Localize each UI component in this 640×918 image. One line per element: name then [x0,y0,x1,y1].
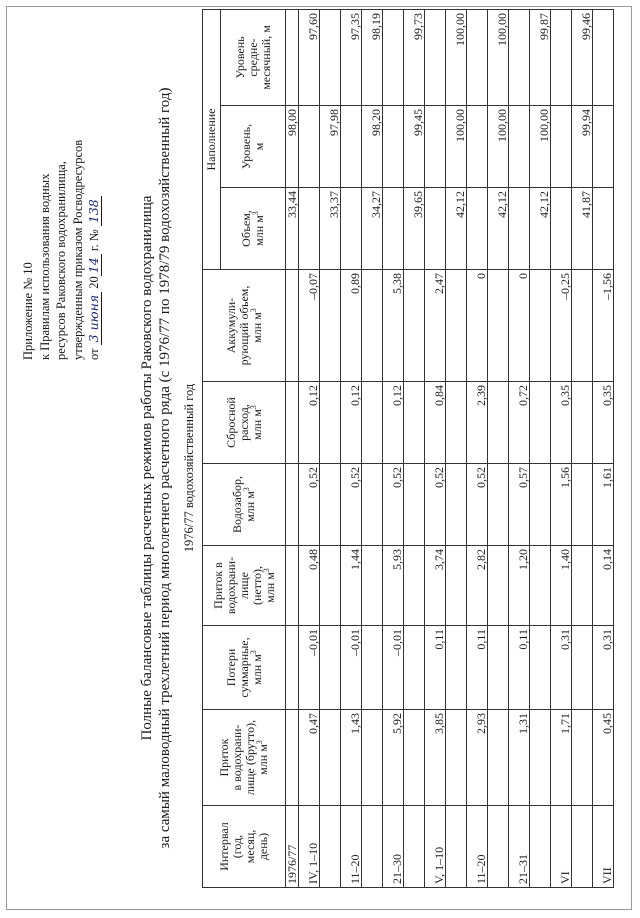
balance-table [202,9,614,888]
table-row [362,9,383,887]
cell-inflow-gross: 0,45 [593,710,614,806]
cell-withdrawal [362,464,383,546]
cell-level-avg: 97,35 [341,9,362,105]
cell-accumulated: –1,56 [593,270,614,382]
cell-level [341,106,362,188]
cell-accumulated: 0 [509,270,530,382]
header-level-avg: Уровень средне- месячный, м [221,9,286,105]
cell-discharge: 0,35 [551,382,572,464]
header-volume: Объем, млн $м^3$ [221,188,286,270]
cell-level: 98,00 [286,106,299,188]
cell-inflow-net: 0,14 [593,546,614,626]
cell-accumulated: –0,07 [299,270,320,382]
header-filling: Наполнение [203,9,221,269]
cell-inflow-net: 0,48 [299,546,320,626]
cell-discharge: 0,72 [509,382,530,464]
cell-withdrawal: 0,52 [299,464,320,546]
cell-volume: 39,65 [404,188,425,270]
cell-level: 98,20 [362,106,383,188]
cell-discharge: 0,84 [425,382,446,464]
cell-losses [286,626,299,710]
appendix-from: от [87,348,101,360]
cell-volume [341,188,362,270]
cell-inflow-net: 5,93 [383,546,404,626]
table-row [446,9,467,887]
cell-discharge: 0,12 [341,382,362,464]
cell-inflow-gross [362,710,383,806]
cell-accumulated: 2,47 [425,270,446,382]
cell-losses [404,626,425,710]
cell-interval [362,806,383,888]
cell-withdrawal [286,464,299,546]
header-withdrawal: Водозабор, млн $м^3$ [203,464,286,546]
table-subtitle: 1976/77 водохозяйственный год [182,383,196,553]
cell-inflow-gross [488,710,509,806]
cell-interval: VI [551,806,572,888]
cell-discharge [404,382,425,464]
cell-inflow-net [320,546,341,626]
cell-withdrawal: 0,52 [383,464,404,546]
cell-level [425,106,446,188]
cell-level [467,106,488,188]
cell-interval [320,806,341,888]
cell-level: 99,45 [404,106,425,188]
cell-interval: 11–20 [467,806,488,888]
cell-level [593,106,614,188]
cell-inflow-net [572,546,593,626]
cell-inflow-gross: 1,71 [551,710,572,806]
cell-losses [320,626,341,710]
cell-level: 99,94 [572,106,593,188]
appendix-note [20,20,103,360]
cell-level-avg [320,9,341,105]
cell-withdrawal: 0,52 [341,464,362,546]
table-row [320,9,341,887]
cell-level-avg: 100,00 [488,9,509,105]
cell-level-avg: 98,19 [362,9,383,105]
cell-discharge [446,382,467,464]
cell-level [509,106,530,188]
cell-accumulated [446,270,467,382]
appendix-line: Приложение № 10 [21,262,35,360]
cell-volume [383,188,404,270]
header-losses: Потери суммарные, млн $м^3$ [203,626,286,710]
cell-losses [446,626,467,710]
cell-withdrawal [320,464,341,546]
cell-losses: 0,11 [425,626,446,710]
cell-withdrawal: 0,57 [509,464,530,546]
cell-volume [299,188,320,270]
cell-discharge [530,382,551,464]
cell-level-avg: 99,87 [530,9,551,105]
year-suffix: г. № [87,229,101,252]
cell-interval [404,806,425,888]
cell-level-avg [593,9,614,105]
handwritten-year: 14 [87,254,102,276]
header-inflow-net: Приток в водохрани- лище (нетто), млн $м^3$ [203,546,286,626]
table-row [286,9,299,887]
cell-withdrawal: 1,56 [551,464,572,546]
table-row [488,9,509,887]
cell-level-avg [551,9,572,105]
title-line-1: Полные балансовые таблицы расчетных режимов работы Раковского водохранилища [139,195,155,741]
cell-withdrawal [488,464,509,546]
cell-interval: V, 1–10 [425,806,446,888]
cell-interval [572,806,593,888]
cell-withdrawal [404,464,425,546]
cell-inflow-gross: 0,47 [299,710,320,806]
cell-losses: 0,31 [593,626,614,710]
cell-interval: 21–30 [383,806,404,888]
cell-losses: 0,11 [467,626,488,710]
cell-volume [509,188,530,270]
cell-losses: –0,01 [341,626,362,710]
cell-level-avg [425,9,446,105]
cell-inflow-gross: 2,93 [467,710,488,806]
table-row [404,9,425,887]
header-accumulated: Аккумули- рующий объем, млн $м^3$ [203,270,286,382]
cell-losses [362,626,383,710]
cell-accumulated [530,270,551,382]
cell-level [551,106,572,188]
cell-accumulated: –0,25 [551,270,572,382]
table-row [467,9,488,887]
cell-withdrawal [572,464,593,546]
cell-level-avg: 99,73 [404,9,425,105]
cell-volume [593,188,614,270]
appendix-date-line [86,20,103,360]
table-row [593,9,614,887]
table-row [551,9,572,887]
table-row [341,9,362,887]
cell-interval: 21–31 [509,806,530,888]
table-row [299,9,320,887]
cell-inflow-gross [320,710,341,806]
cell-losses: –0,01 [299,626,320,710]
cell-inflow-gross: 1,31 [509,710,530,806]
cell-interval: VII [593,806,614,888]
handwritten-date: 3 июня [87,292,102,346]
cell-interval [446,806,467,888]
cell-inflow-net: 1,44 [341,546,362,626]
cell-discharge [488,382,509,464]
cell-level-avg [383,9,404,105]
header-inflow-gross: Приток в водохрани- лище (брутто), млн $м^3$ [203,710,286,806]
cell-inflow-gross: 5,92 [383,710,404,806]
cell-volume [467,188,488,270]
cell-inflow-net: 2,82 [467,546,488,626]
cell-inflow-gross [572,710,593,806]
cell-volume: 42,12 [530,188,551,270]
cell-interval: IV, 1–10 [299,806,320,888]
cell-inflow-net: 3,74 [425,546,446,626]
cell-losses: –0,01 [383,626,404,710]
cell-accumulated: 0 [467,270,488,382]
cell-volume: 41,87 [572,188,593,270]
header-interval: Интервал (год, месяц, день) [203,806,286,888]
cell-inflow-gross [404,710,425,806]
cell-level-avg: 99,46 [572,9,593,105]
cell-inflow-net [404,546,425,626]
cell-volume [425,188,446,270]
appendix-line: ресурсов Раковского водохранилища, [54,161,68,360]
cell-discharge [362,382,383,464]
table-row [509,9,530,887]
cell-discharge: 0,12 [299,382,320,464]
table-row [425,9,446,887]
table-row [572,9,593,887]
year-prefix: 20 [87,276,101,289]
cell-volume: 42,12 [488,188,509,270]
cell-level: 100,00 [446,106,467,188]
cell-level: 100,00 [530,106,551,188]
cell-interval: 1976/77 [286,806,299,888]
cell-discharge: 0,12 [383,382,404,464]
cell-inflow-net: 1,20 [509,546,530,626]
cell-level: 100,00 [488,106,509,188]
cell-losses [572,626,593,710]
cell-discharge [572,382,593,464]
table-body [286,9,614,887]
cell-level [383,106,404,188]
cell-level-avg: 97,60 [299,9,320,105]
cell-losses: 0,31 [551,626,572,710]
table-row [383,9,404,887]
cell-accumulated: 5,38 [383,270,404,382]
cell-level: 97,98 [320,106,341,188]
cell-losses [530,626,551,710]
cell-withdrawal: 1,61 [593,464,614,546]
cell-volume: 42,12 [446,188,467,270]
cell-inflow-net [530,546,551,626]
cell-inflow-gross [286,710,299,806]
document-title [138,38,174,898]
cell-interval [488,806,509,888]
cell-withdrawal: 0,52 [467,464,488,546]
cell-losses [488,626,509,710]
cell-losses: 0,11 [509,626,530,710]
cell-volume [551,188,572,270]
title-line-2: за самый маловодный трехлетний период многолетнего расчетного ряда (с 1976/77 по 1978/79 водохозяйственный год) [157,87,173,849]
cell-level-avg [286,9,299,105]
cell-accumulated: 0,89 [341,270,362,382]
cell-inflow-gross [446,710,467,806]
cell-level [299,106,320,188]
cell-inflow-gross: 3,85 [425,710,446,806]
cell-level-avg [509,9,530,105]
cell-withdrawal: 0,52 [425,464,446,546]
cell-accumulated [362,270,383,382]
cell-inflow-gross [530,710,551,806]
header-discharge: Сбросной расход, млн $м^3$ [203,382,286,464]
appendix-line: утвержденным приказом Росводресурсов [70,139,85,360]
cell-inflow-net [488,546,509,626]
cell-withdrawal [530,464,551,546]
cell-accumulated [488,270,509,382]
cell-volume: 33,37 [320,188,341,270]
cell-discharge [286,382,299,464]
cell-accumulated [572,270,593,382]
cell-accumulated [286,270,299,382]
cell-volume: 34,27 [362,188,383,270]
cell-level-avg [467,9,488,105]
cell-inflow-gross: 1,43 [341,710,362,806]
cell-inflow-net: 1,40 [551,546,572,626]
cell-discharge: 0,35 [593,382,614,464]
cell-inflow-net [362,546,383,626]
cell-accumulated [404,270,425,382]
cell-withdrawal [446,464,467,546]
cell-discharge: 2,39 [467,382,488,464]
cell-inflow-net [286,546,299,626]
cell-interval [530,806,551,888]
header-level: Уровень, м [221,106,286,188]
cell-discharge [320,382,341,464]
appendix-line: к Правилам использования водных [37,173,52,360]
cell-inflow-net [446,546,467,626]
handwritten-number: 138 [87,196,102,226]
cell-accumulated [320,270,341,382]
cell-level-avg: 100,00 [446,9,467,105]
cell-volume: 33,44 [286,188,299,270]
cell-interval: 11–20 [341,806,362,888]
table-row [530,9,551,887]
